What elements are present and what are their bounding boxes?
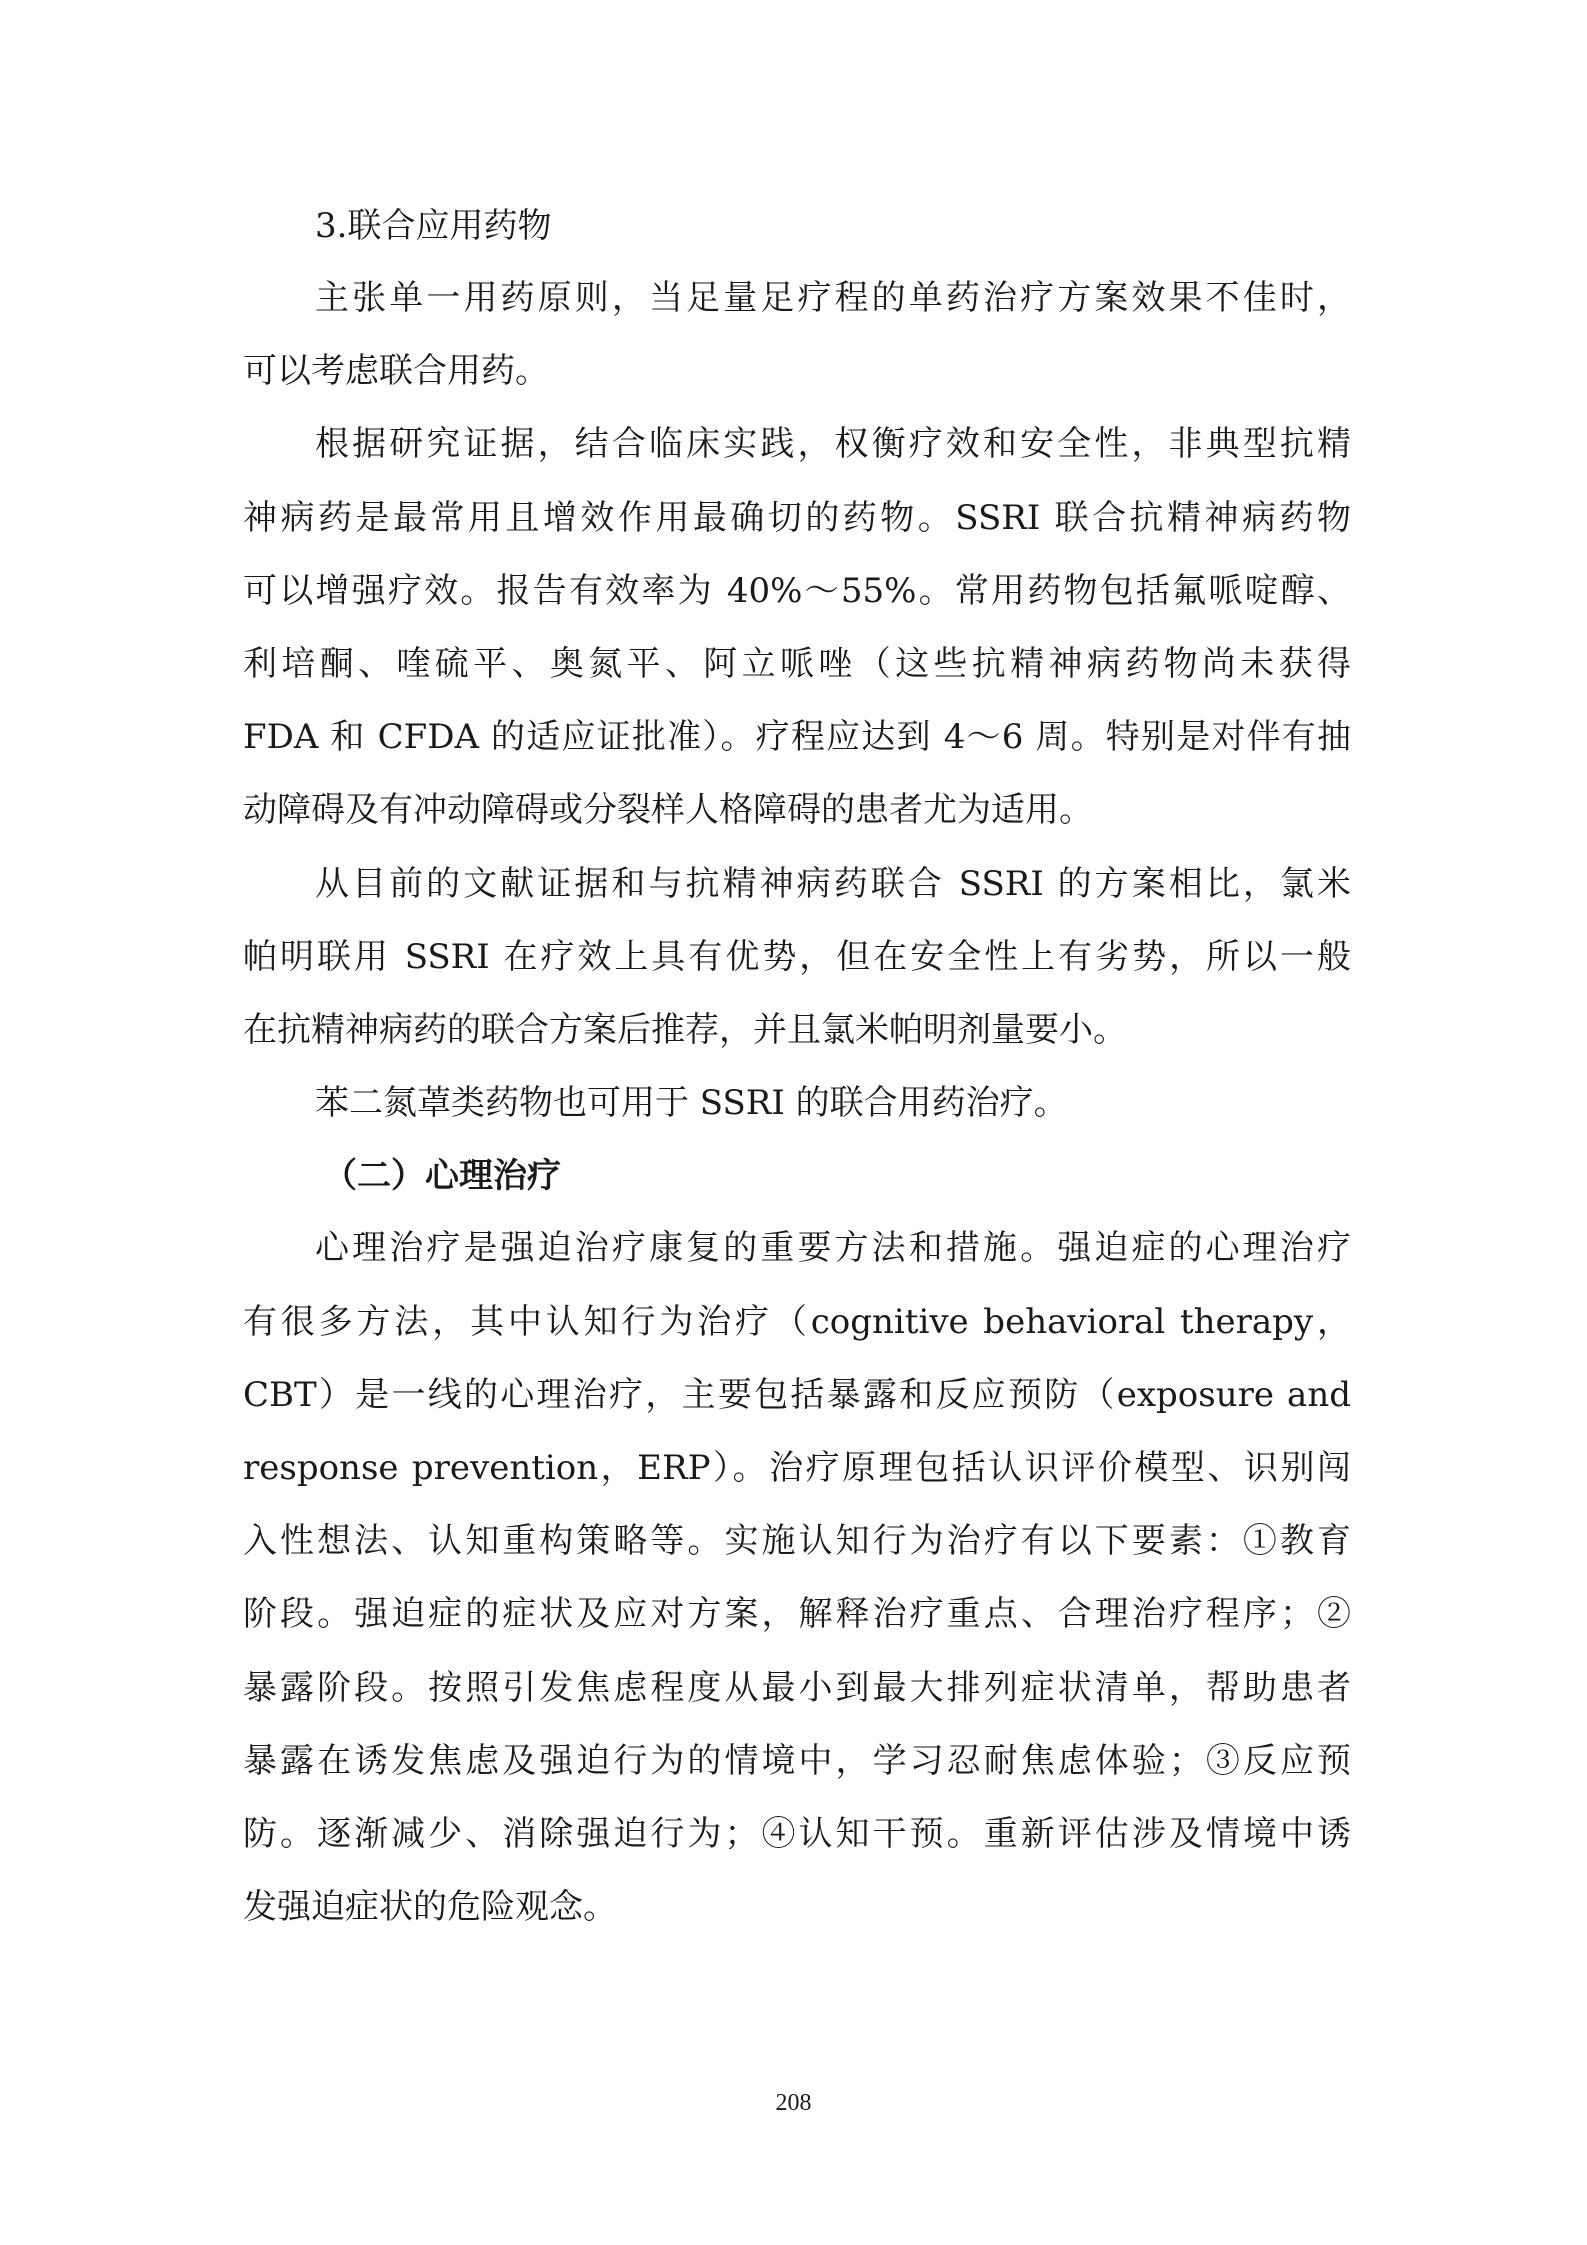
text-line: 防。逐渐减少、消除强迫行为；④认知干预。重新评估涉及情境中诱 — [243, 1814, 1351, 1855]
text-line: 阶段。强迫症的症状及应对方案，解释治疗重点、合理治疗程序；② — [243, 1594, 1351, 1635]
text-line: 在抗精神病药的联合方案后推荐，并且氯米帕明剂量要小。 — [243, 1010, 1127, 1051]
text-line: 可以考虑联合用药。 — [243, 351, 549, 392]
text-line: 暴露阶段。按照引发焦虑程度从最小到最大排列症状清单，帮助患者 — [243, 1667, 1351, 1708]
page-number: 208 — [775, 2090, 812, 2116]
text-line: 动障碍及有冲动障碍或分裂样人格障碍的患者尤为适用。 — [243, 790, 1093, 831]
paragraph-clomipramine — [243, 848, 1351, 1068]
text-line: FDA 和 CFDA 的适应证批准）。疗程应达到 4～6 周。特别是对伴有抽 — [243, 717, 1351, 758]
paragraph-antipsychotic-augmentation — [243, 408, 1351, 847]
text-line: CBT）是一线的心理治疗，主要包括暴露和反应预防（exposure and — [243, 1374, 1351, 1415]
section-heading-psychotherapy: （二）心理治疗 — [323, 1156, 561, 1197]
text-line: 暴露在诱发焦虑及强迫行为的情境中，学习忍耐焦虑体验；③反应预 — [243, 1740, 1351, 1781]
text-line: 可以增强疗效。报告有效率为 40%～55%。常用药物包括氟哌啶醇、 — [243, 570, 1351, 611]
text-line: 心理治疗是强迫治疗康复的重要方法和措施。强迫症的心理治疗 — [315, 1228, 1351, 1269]
text-line: 发强迫症状的危险观念。 — [243, 1887, 617, 1928]
paragraph-cbt — [243, 1212, 1351, 1944]
text-line: 根据研究证据，结合临床实践，权衡疗效和安全性，非典型抗精 — [315, 424, 1351, 465]
text-line: 苯二氮䓬类药物也可用于 SSRI 的联合用药治疗。 — [315, 1083, 1068, 1124]
page-body — [243, 190, 1351, 1944]
paragraph-benzodiazepines — [243, 1067, 1351, 1140]
section-heading-combined-medication: 3.联合应用药物 — [315, 206, 552, 246]
text-line: 有很多方法，其中认知行为治疗（cognitive behavioral therapy， — [243, 1301, 1351, 1342]
text-line: 神病药是最常用且增效作用最确切的药物。SSRI 联合抗精神病药物 — [243, 497, 1351, 538]
paragraph-single-drug-principle — [243, 262, 1351, 408]
text-line: 主张单一用药原则，当足量足疗程的单药治疗方案效果不佳时， — [315, 278, 1351, 318]
text-line: 帕明联用 SSRI 在疗效上具有优势，但在安全性上有劣势，所以一般 — [243, 936, 1351, 977]
text-line: 利培酮、喹硫平、奥氮平、阿立哌唑（这些抗精神病药物尚未获得 — [243, 644, 1351, 685]
text-line: 入性想法、认知重构策略等。实施认知行为治疗有以下要素：①教育 — [243, 1521, 1351, 1562]
text-line: 从目前的文献证据和与抗精神病药联合 SSRI 的方案相比，氯米 — [315, 863, 1351, 904]
text-line: response prevention，ERP）。治疗原理包括认识评价模型、识别闯 — [243, 1448, 1351, 1489]
